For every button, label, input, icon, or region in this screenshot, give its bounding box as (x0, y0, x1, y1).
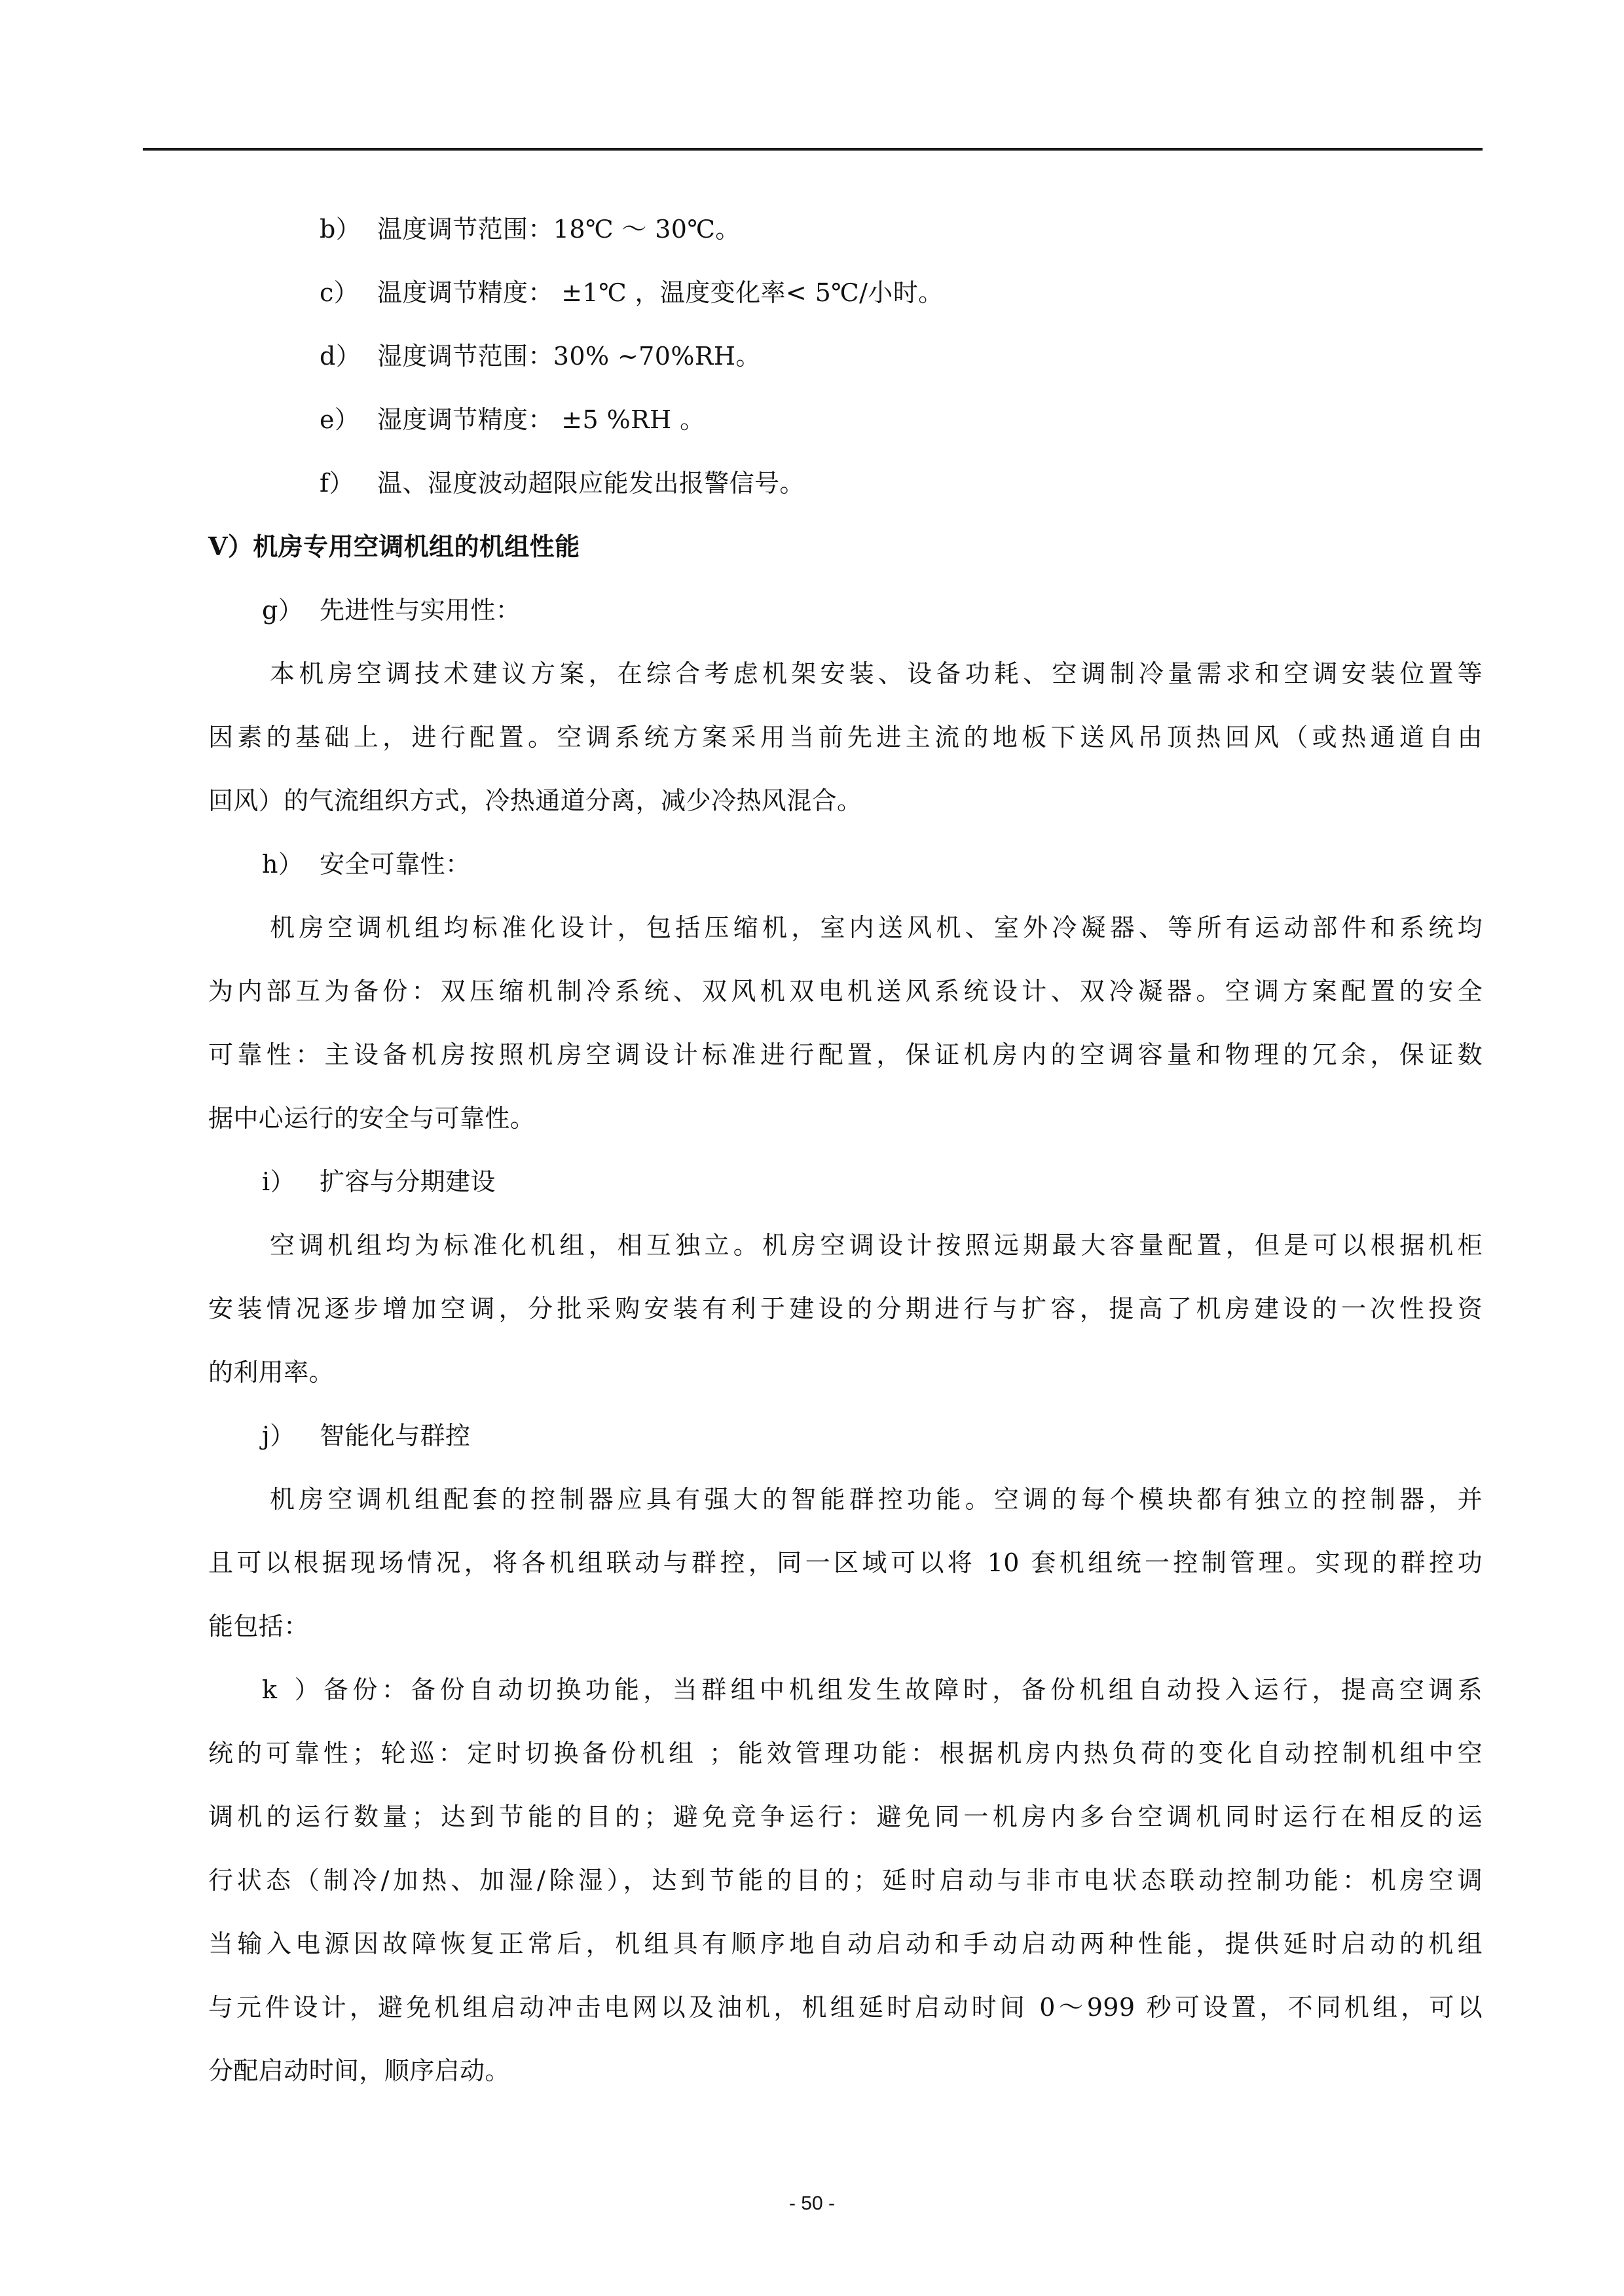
subsection-title: 智能化与群控 (320, 1421, 471, 1450)
paragraph-line: 本机房空调技术建议方案，在综合考虑机架安装、设备功耗、空调制冷量需求和空调安装位置等 (270, 659, 1483, 688)
subsection-marker: g） (262, 596, 304, 625)
list-item-text: 温、湿度波动超限应能发出报警信号。 (377, 469, 805, 498)
paragraph-line: 的利用率。 (208, 1358, 335, 1387)
list-marker: d） (320, 342, 361, 371)
subsection-title: 安全可靠性： (320, 850, 471, 879)
list-marker: e） (320, 405, 360, 434)
paragraph-line: 分配启动时间，顺序启动。 (208, 2056, 510, 2085)
subsection-title-j (262, 1420, 470, 1451)
list-marker: b） (320, 215, 361, 244)
section-heading: V）机房专用空调机组的机组性能 (208, 532, 580, 561)
list-item-text: 温度调节范围：18℃ ～ 30℃。 (377, 215, 741, 244)
paragraph-line: 回风）的气流组织方式，冷热通道分离，减少冷热风混合。 (208, 786, 862, 815)
list-item-b (320, 213, 741, 245)
paragraph-line: 调机的运行数量；达到节能的目的；避免竞争运行：避免同一机房内多台空调机同时运行在相反的运 (208, 1802, 1483, 1831)
list-item-e (320, 404, 705, 435)
paragraph-line: 机房空调机组均标准化设计，包括压缩机，室内送风机、室外冷凝器、等所有运动部件和系统均 (270, 913, 1483, 942)
subsection-marker: k） (262, 1675, 320, 1704)
list-item-c (320, 277, 944, 308)
page-number: - 50 - (788, 2193, 836, 2214)
paragraph-line: 因素的基础上，进行配置。空调系统方案采用当前先进主流的地板下送风吊顶热回风（或热通道自由 (208, 723, 1483, 752)
paragraph-line: 备份：备份自动切换功能，当群组中机组发生故障时，备份机组自动投入运行，提高空调系 (320, 1675, 1483, 1704)
header-rule (143, 148, 1483, 151)
paragraph-line: 且可以根据现场情况，将各机组联动与群控，同一区域可以将 10 套机组统一控制管理。实现的群控功 (208, 1548, 1483, 1577)
subsection-title: 先进性与实用性： (320, 596, 521, 625)
paragraph-line: 当输入电源因故障恢复正常后，机组具有顺序地自动启动和手动启动两种性能，提供延时启动的机组 (208, 1929, 1483, 1958)
subsection-marker: j） (262, 1421, 295, 1450)
subsection-marker: i） (262, 1167, 295, 1196)
subsection-title-h (262, 848, 470, 880)
list-marker: f） (320, 469, 354, 498)
subsection-title-i (262, 1166, 496, 1197)
subsection-title: 扩容与分期建设 (320, 1167, 496, 1196)
subsection-title-g (262, 594, 521, 626)
paragraph-line: 能包括： (208, 1612, 309, 1641)
paragraph-line: 与元件设计，避免机组启动冲击电网以及油机，机组延时启动时间 0～999 秒可设置，不同机组，可以 (208, 1993, 1483, 2022)
list-item-text: 温度调节精度： ±1℃ ，温度变化率< 5℃/小时。 (377, 278, 944, 307)
paragraph-line: 可靠性：主设备机房按照机房空调设计标准进行配置，保证机房内的空调容量和物理的冗余，保证数 (208, 1040, 1483, 1069)
list-item-text: 湿度调节精度： ±5 %RH 。 (377, 405, 705, 434)
list-item-text: 湿度调节范围：30% ~70%RH。 (377, 342, 761, 371)
paragraph-line: 统的可靠性；轮巡：定时切换备份机组 ；能效管理功能：根据机房内热负荷的变化自动控制机组中空 (208, 1739, 1483, 1768)
paragraph-line: 机房空调机组配套的控制器应具有强大的智能群控功能。空调的每个模块都有独立的控制器，并 (270, 1485, 1483, 1514)
paragraph-line: 据中心运行的安全与可靠性。 (208, 1104, 536, 1133)
list-item-f (320, 467, 805, 499)
paragraph-line: 为内部互为备份：双压缩机制冷系统、双风机双电机送风系统设计、双冷凝器。空调方案配置的安全 (208, 977, 1483, 1006)
subsection-marker: h） (262, 850, 304, 879)
paragraph-line: 行状态（制冷/加热、加湿/除湿），达到节能的目的；延时启动与非市电状态联动控制功能：机房空调 (208, 1866, 1483, 1895)
list-item-d (320, 340, 761, 372)
list-marker: c） (320, 278, 360, 307)
paragraph-line: 空调机组均为标准化机组，相互独立。机房空调设计按照远期最大容量配置，但是可以根据机柜 (270, 1231, 1483, 1260)
subsection-k-first-line (262, 1674, 1483, 1705)
paragraph-line: 安装情况逐步增加空调，分批采购安装有利于建设的分期进行与扩容，提高了机房建设的一次性投资 (208, 1294, 1483, 1323)
